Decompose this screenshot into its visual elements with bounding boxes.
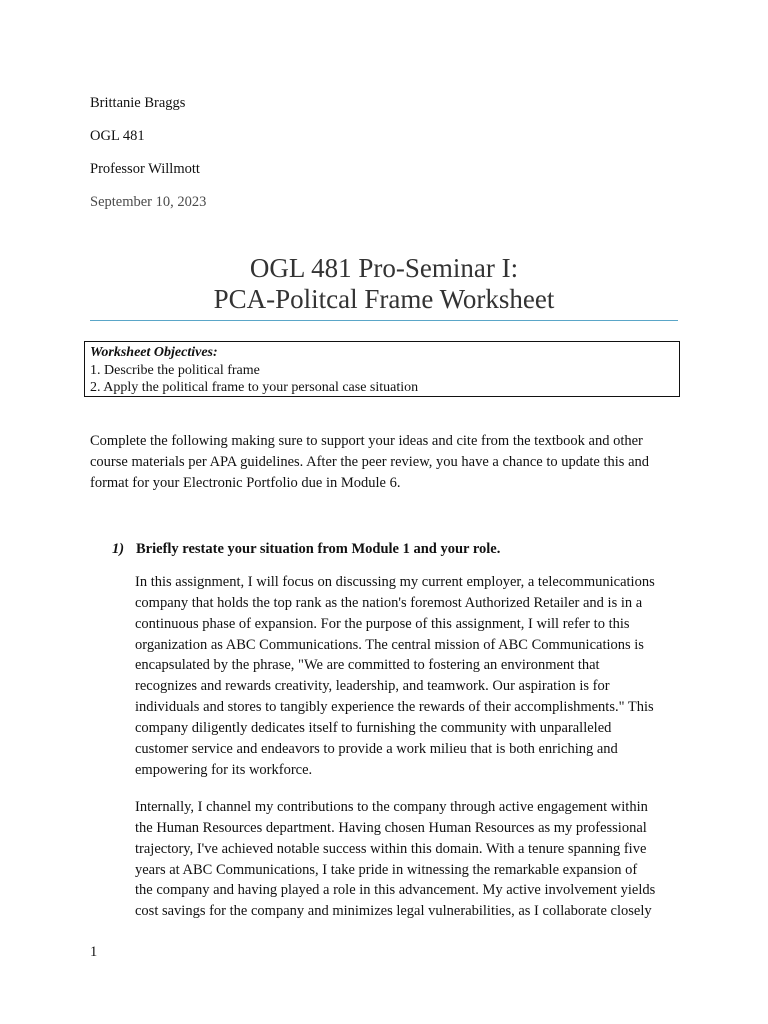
text-line: customer service and endeavors to provide a work milieu that is both enriching and — [135, 740, 618, 757]
answer-paragraph-1 — [135, 572, 695, 780]
text-line: the Human Resources department. Having chosen Human Resources as my professional — [135, 819, 647, 836]
course-code: OGL 481 — [90, 128, 145, 144]
text-line: encapsulated by the phrase, "We are committed to fostering an environment that — [135, 657, 600, 674]
answer-paragraph-2 — [135, 797, 695, 922]
text-line: years at ABC Communications, I take pride in witnessing the remarkable expansion of — [135, 861, 638, 878]
professor-name: Professor Willmott — [90, 161, 200, 177]
title-underline — [90, 320, 678, 321]
question-1-heading — [112, 540, 672, 558]
text-line: company that holds the top rank as the nation's foremost Authorized Retailer and is in a — [135, 594, 643, 611]
text-line: empowering for its workforce. — [135, 761, 313, 778]
objectives-heading: Worksheet Objectives: — [90, 345, 218, 360]
text-line: Internally, I channel my contributions to the company through active engagement within — [135, 799, 648, 815]
text-line: company diligently dedicates itself to furnishing the community with unparalleled — [135, 719, 612, 736]
question-number: 1) — [112, 541, 125, 557]
title-line-1: OGL 481 Pro-Seminar I: — [249, 253, 519, 283]
text-line: continuous phase of expansion. For the purpose of this assignment, I will refer to this — [135, 615, 630, 632]
text-line: trajectory, I've achieved notable success within this domain. With a tenure spanning five — [135, 840, 647, 857]
question-text: Briefly restate your situation from Module 1 and your role. — [136, 541, 501, 557]
title-line-2: PCA-Politcal Frame Worksheet — [213, 284, 555, 314]
text-line: cost savings for the company and minimizes legal vulnerabilities, as I collaborate closely — [135, 903, 652, 920]
text-line: recognizes and rewards creativity, leadership, and teamwork. Our aspiration is for — [135, 678, 610, 695]
author-name: Brittanie Braggs — [90, 95, 186, 111]
objective-item: 2. Apply the political frame to your personal case situation — [90, 380, 419, 395]
text-line: the company and having played a role in this advancement. My active involvement yields — [135, 882, 656, 899]
page-number: 1 — [90, 944, 98, 960]
instructions-paragraph — [90, 431, 690, 494]
text-line: individuals and stores to tangibly experience the rewards of their accomplishments." This — [135, 699, 654, 716]
document-date: September 10, 2023 — [90, 194, 207, 210]
text-line: Complete the following making sure to support your ideas and cite from the textbook and other — [90, 433, 643, 449]
text-line: organization as ABC Communications. The central mission of ABC Communications is — [135, 636, 644, 653]
objective-item: 1. Describe the political frame — [90, 362, 260, 378]
text-line: In this assignment, I will focus on discussing my current employer, a telecommunications — [135, 574, 655, 590]
objectives-box — [84, 341, 680, 397]
text-line: format for your Electronic Portfolio due in Module 6. — [90, 475, 401, 491]
text-line: course materials per APA guidelines. After the peer review, you have a chance to update this and — [90, 454, 650, 470]
